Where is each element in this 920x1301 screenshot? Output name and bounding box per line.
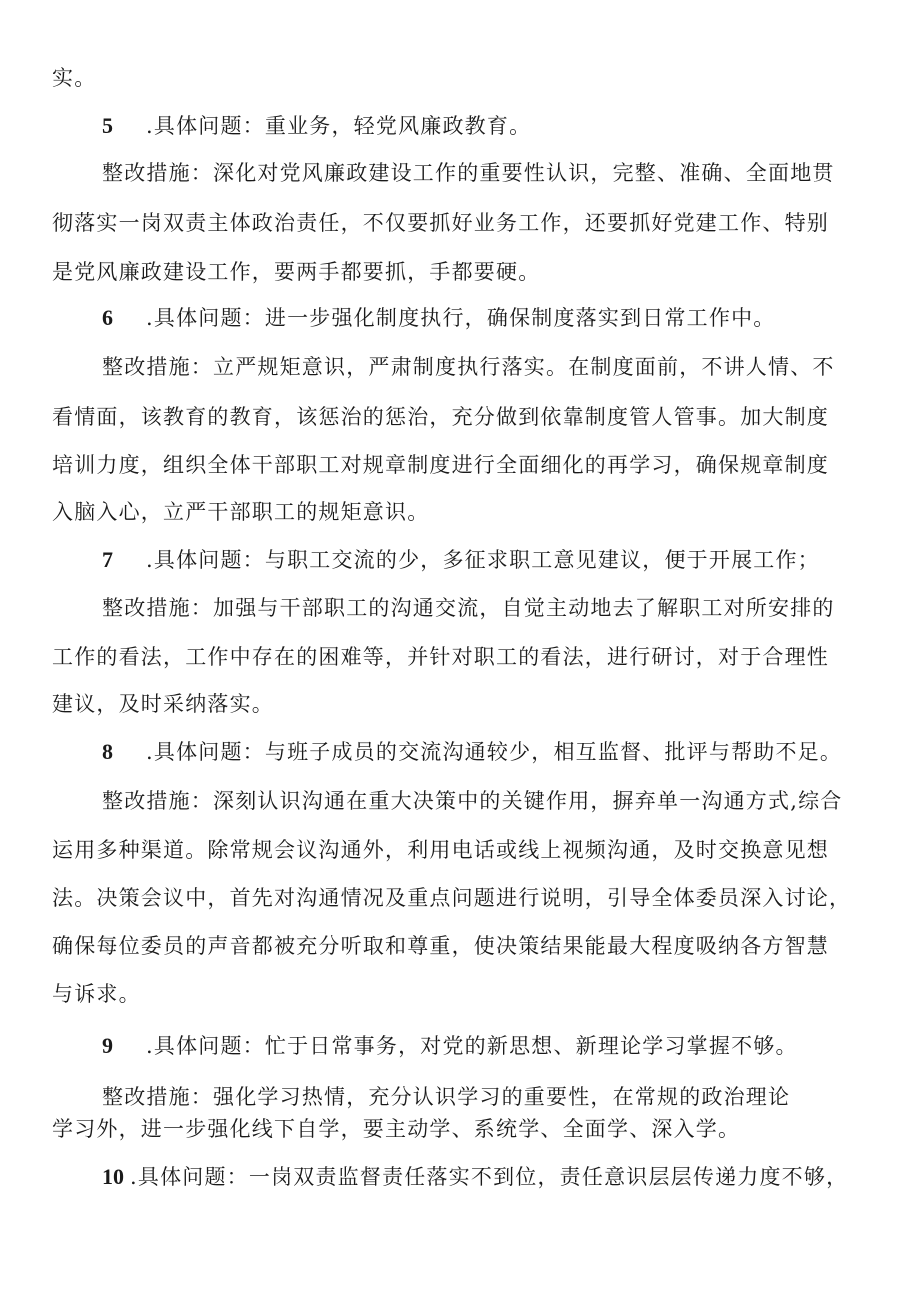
paragraph-line (52, 689, 274, 719)
paragraph-line (52, 835, 829, 865)
item-title: .具体问题：与职工交流的少，多征求职工意见建议，便于开展工作； (146, 548, 820, 572)
line-text: 确保每位委员的声音都被充分听取和尊重，使决策结果能最大程度吸纳各方智慧 (52, 934, 829, 958)
paragraph-line (52, 450, 829, 480)
line-text: 与诉求。 (52, 982, 141, 1006)
item-title: .具体问题：与班子成员的交流沟通较少，相互监督、批评与帮助不足。 (146, 740, 843, 764)
item-number: 10 (102, 1164, 124, 1189)
paragraph-line (52, 642, 829, 672)
line-text: 整改措施：强化学习热情，充分认识学习的重要性，在常规的政治理论 (102, 1085, 791, 1109)
paragraph-line (102, 593, 835, 623)
item-title: .具体问题：忙于日常事务，对党的新思想、新理论学习掌握不够。 (146, 1034, 798, 1058)
paragraph-line (102, 1082, 790, 1112)
line-text: 学习外，进一步强化线下自学，要主动学、系统学、全面学、深入学。 (52, 1117, 741, 1141)
line-text: 整改措施：加强与干部职工的沟通交流，自觉主动地去了解职工对所安排的 (102, 596, 835, 620)
paragraph-line (52, 883, 851, 913)
line-text: 建议，及时采纳落实。 (52, 692, 274, 716)
item-number: 6 (102, 305, 113, 330)
line-text: 看情面，该教育的教育，该惩治的惩治，充分做到依靠制度管人管事。加大制度 (52, 405, 829, 429)
item-number: 9 (102, 1033, 113, 1058)
item-heading-8 (102, 737, 842, 767)
item-heading-9 (102, 1031, 798, 1061)
paragraph-line (52, 208, 829, 238)
line-text: 整改措施：立严规矩意识，严肃制度执行落实。在制度面前，不讲人情、不 (102, 355, 835, 379)
line-text: 工作的看法，工作中存在的困难等，并针对职工的看法，进行研讨，对于合理性 (52, 645, 829, 669)
paragraph-line (52, 63, 96, 93)
item-number: 5 (102, 113, 113, 138)
line-text: 运用多种渠道。除常规会议沟通外，利用电话或线上视频沟通，及时交换意见想 (52, 838, 829, 862)
paragraph-line (52, 931, 829, 961)
line-text: 整改措施：深刻认识沟通在重大决策中的关键作用，摒弃单一沟通方式,综合 (102, 789, 843, 813)
paragraph-line (52, 497, 429, 527)
item-title: .具体问题：进一步强化制度执行，确保制度落实到日常工作中。 (146, 306, 776, 330)
item-heading-10 (102, 1162, 848, 1192)
item-heading-6 (102, 303, 775, 333)
item-number: 7 (102, 547, 113, 572)
item-title: .具体问题：一岗双责监督责任落实不到位，责任意识层层传递力度不够， (130, 1165, 849, 1189)
paragraph-line (52, 979, 141, 1009)
paragraph-line (52, 402, 829, 432)
line-text: 彻落实一岗双责主体政治责任，不仅要抓好业务工作，还要抓好党建工作、特别 (52, 211, 829, 235)
item-heading-7 (102, 545, 820, 575)
item-heading-5 (102, 111, 531, 141)
item-title: .具体问题：重业务，轻党风廉政教育。 (146, 114, 532, 138)
item-number: 8 (102, 739, 113, 764)
line-text: 入脑入心，立严干部职工的规矩意识。 (52, 500, 430, 524)
paragraph-line (52, 257, 540, 287)
line-text: 是党风廉政建设工作，要两手都要抓，手都要硬。 (52, 260, 541, 284)
paragraph-line (102, 352, 835, 382)
line-text: 培训力度，组织全体干部职工对规章制度进行全面细化的再学习，确保规章制度 (52, 453, 829, 477)
paragraph-line (52, 1114, 740, 1144)
line-text: 法。决策会议中，首先对沟通情况及重点问题进行说明，引导全体委员深入讨论， (52, 886, 852, 910)
line-text: 整改措施：深化对党风廉政建设工作的重要性认识，完整、准确、全面地贯 (102, 161, 835, 185)
paragraph-line (102, 158, 835, 188)
paragraph-line (102, 786, 842, 816)
line-text: 实。 (52, 66, 97, 90)
